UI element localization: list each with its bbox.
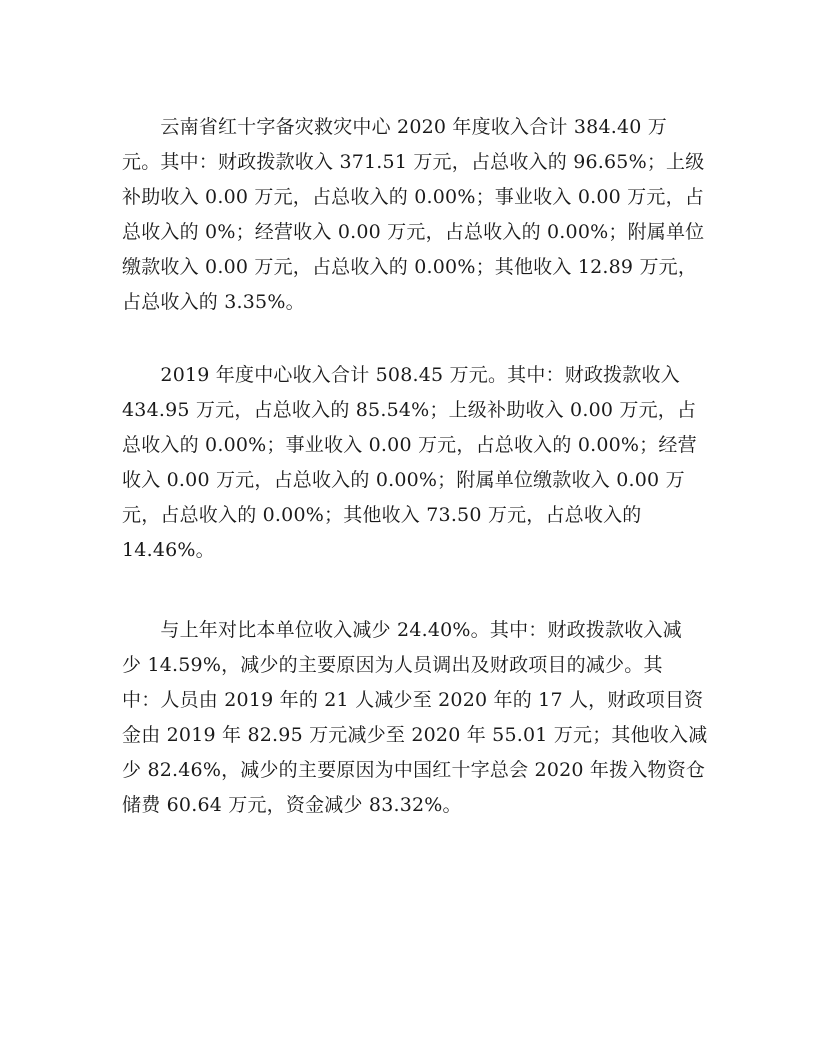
text-line: 与上年对比本单位收入减少 24.40%。其中：财政拨款收入减 xyxy=(122,619,682,641)
text-line: 元，占总收入的 0.00%；其他收入 73.50 万元，占总收入的 xyxy=(122,504,642,526)
paragraph-2019-income xyxy=(122,358,697,568)
text-line: 云南省红十字备灾救灾中心 2020 年度收入合计 384.40 万 xyxy=(122,116,667,138)
text-line: 储费 60.64 万元，资金减少 83.32%。 xyxy=(122,794,462,816)
text-line: 少 82.46%，减少的主要原因为中国红十字总会 2020 年拨入物资仓 xyxy=(122,759,706,781)
text-line: 金由 2019 年 82.95 万元减少至 2020 年 55.01 万元；其他收入减 xyxy=(122,724,708,746)
text-line: 补助收入 0.00 万元，占总收入的 0.00%；事业收入 0.00 万元，占 xyxy=(122,186,704,208)
text-line: 2019 年度中心收入合计 508.45 万元。其中：财政拨款收入 xyxy=(122,364,680,386)
text-line: 14.46%。 xyxy=(122,539,215,561)
text-line: 总收入的 0%；经营收入 0.00 万元，占总收入的 0.00%；附属单位 xyxy=(122,221,705,243)
text-line: 缴款收入 0.00 万元，占总收入的 0.00%；其他收入 12.89 万元， xyxy=(122,256,698,278)
text-line: 中：人员由 2019 年的 21 人减少至 2020 年的 17 人，财政项目资 xyxy=(122,689,704,711)
text-line: 总收入的 0.00%；事业收入 0.00 万元，占总收入的 0.00%；经营 xyxy=(122,434,697,456)
text-line: 少 14.59%，减少的主要原因为人员调出及财政项目的减少。其 xyxy=(122,654,663,676)
text-line: 434.95 万元，占总收入的 85.54%；上级补助收入 0.00 万元，占 xyxy=(122,399,697,421)
paragraph-2020-income xyxy=(122,110,704,320)
text-line: 元。其中：财政拨款收入 371.51 万元，占总收入的 96.65%；上级 xyxy=(122,151,705,173)
paragraph-comparison xyxy=(122,613,707,823)
text-line: 占总收入的 3.35%。 xyxy=(122,291,305,313)
text-line: 收入 0.00 万元，占总收入的 0.00%；附属单位缴款收入 0.00 万 xyxy=(122,469,685,491)
